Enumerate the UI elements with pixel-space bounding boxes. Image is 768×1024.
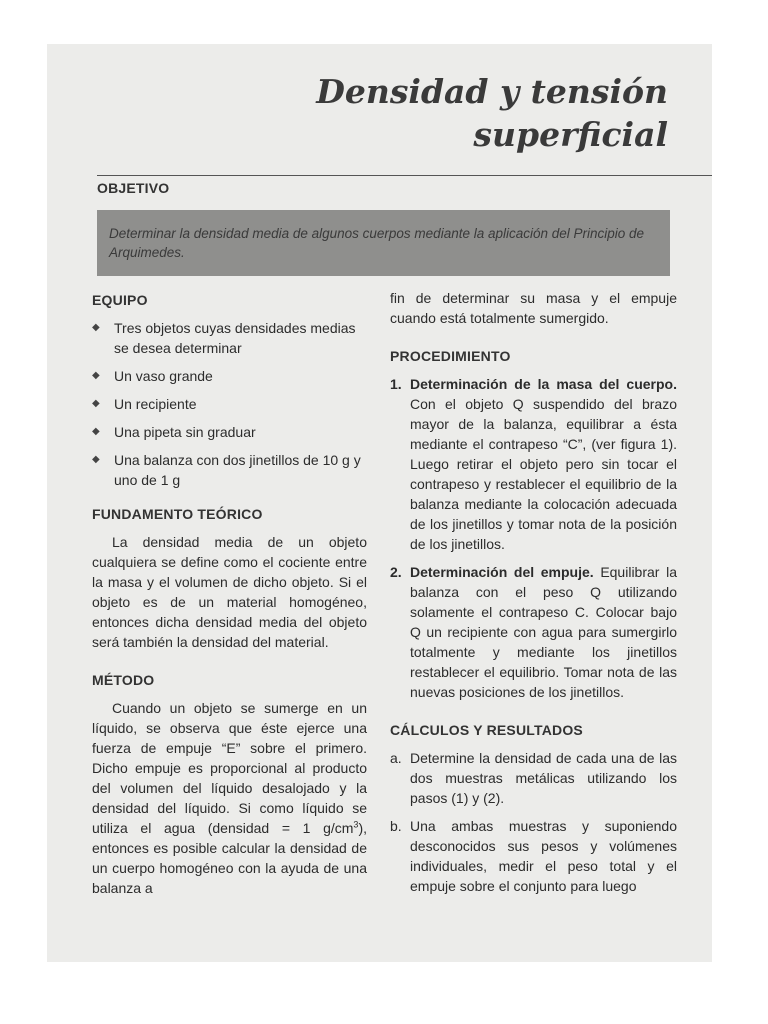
item-letter: a.: [390, 750, 402, 766]
equipo-item-label: Tres objetos cuyas densidades medias se desea determinar: [114, 320, 356, 356]
item-text: Determine la densidad de cada una de las dos muestras metálicas utilizando los pasos (1) y (2).: [410, 750, 677, 806]
title-line-2: superficial: [473, 115, 668, 154]
equipo-item-label: Un recipiente: [114, 396, 197, 412]
objetivo-box: [97, 210, 670, 276]
title-divider: [97, 175, 712, 176]
fundamento-heading: FUNDAMENTO TEÓRICO: [92, 506, 263, 522]
objetivo-text: Determinar la densidad media de algunos cuerpos mediante la aplicación del Principio de Arquimedes.: [109, 226, 645, 260]
equipo-item-label: Una balanza con dos jinetillos de 10 g y uno de 1 g: [114, 452, 361, 488]
calculos-item: [390, 816, 677, 896]
item-text: Una ambas muestras y suponiendo desconocidos sus pesos y volúmenes individuales, medir el peso total y el empuje sobre el conjunto para luego: [410, 818, 677, 894]
bullet-icon: ◆: [92, 322, 100, 333]
step-title: Determinación del empuje.: [410, 564, 594, 580]
step-text: Con el objeto Q suspendido del brazo mayor de la balanza, equilibrar a ésta mediante el contrapeso “C”, (ver figura 1). Luego retirar el objeto pero sin tocar el contrapeso y restablecer el equilibrio de la balanza mediante la colocación adecuada de los jinetillos y tomar nota de la posición de los jinetillos.: [410, 396, 677, 552]
objetivo-heading: OBJETIVO: [97, 180, 170, 196]
right-column: [390, 288, 677, 896]
equipo-heading: EQUIPO: [92, 292, 148, 308]
equipo-item-label: Un vaso grande: [114, 368, 213, 384]
item-letter: b.: [390, 818, 402, 834]
left-column: [92, 290, 367, 898]
calculos-item: [390, 748, 677, 808]
list-item: [92, 422, 367, 442]
procedimiento-step: [390, 374, 677, 554]
spacer: [390, 808, 677, 816]
procedimiento-heading: PROCEDIMIENTO: [390, 348, 511, 364]
procedimiento-step: [390, 562, 677, 702]
bullet-icon: ◆: [92, 370, 100, 381]
fundamento-text: La densidad media de un objeto cualquiera se define como el cociente entre la masa y el volumen de dicho objeto. Si el objeto es de un material homogéneo, entonces dicha densidad media del objeto será también la densidad del material.: [92, 534, 367, 650]
step-title: Determinación de la masa del cuerpo.: [410, 376, 677, 392]
step-text: Equilibrar la balanza con el peso Q utilizando solamente el contrapeso C. Colocar bajo Q un recipiente con agua para sumergirlo totalmente y mediante los jinetillos restablecer el equilibrio. Tomar nota de las nuevas posiciones de los jinetillos.: [410, 564, 677, 700]
list-item: [92, 450, 367, 490]
document-page: [47, 44, 712, 962]
document-title: [316, 70, 668, 156]
bullet-icon: ◆: [92, 454, 100, 465]
step-number: 1.: [390, 376, 402, 392]
list-item: [92, 318, 367, 358]
metodo-heading: MÉTODO: [92, 672, 155, 688]
equipo-item-label: Una pipeta sin graduar: [114, 424, 256, 440]
metodo-text-part2: ), entonces es posible calcular la densidad de un cuerpo homogéneo con la ayuda de una balanza a: [92, 820, 367, 896]
bullet-icon: ◆: [92, 426, 100, 437]
metodo-superscript: 3: [353, 819, 359, 830]
title-line-1: Densidad y tensión: [316, 72, 668, 111]
step-number: 2.: [390, 564, 402, 580]
metodo-text-part1: Cuando un objeto se sumerge en un líquido, se observa que éste ejerce una fuerza de empuje “E” sobre el primero. Dicho empuje es proporcional al producto del volumen del líquido desalojado y la densidad del líquido. Si como líquido se utiliza el agua (densidad = 1 g/cm: [92, 700, 367, 836]
metodo-continuation: fin de determinar su masa y el empuje cuando está totalmente sumergido.: [390, 290, 677, 326]
bullet-icon: ◆: [92, 398, 100, 409]
list-item: [92, 394, 367, 414]
spacer: [390, 554, 677, 562]
metodo-text: [92, 698, 367, 898]
list-item: [92, 366, 367, 386]
equipo-list: [92, 318, 367, 490]
calculos-heading: CÁLCULOS Y RESULTADOS: [390, 722, 583, 738]
